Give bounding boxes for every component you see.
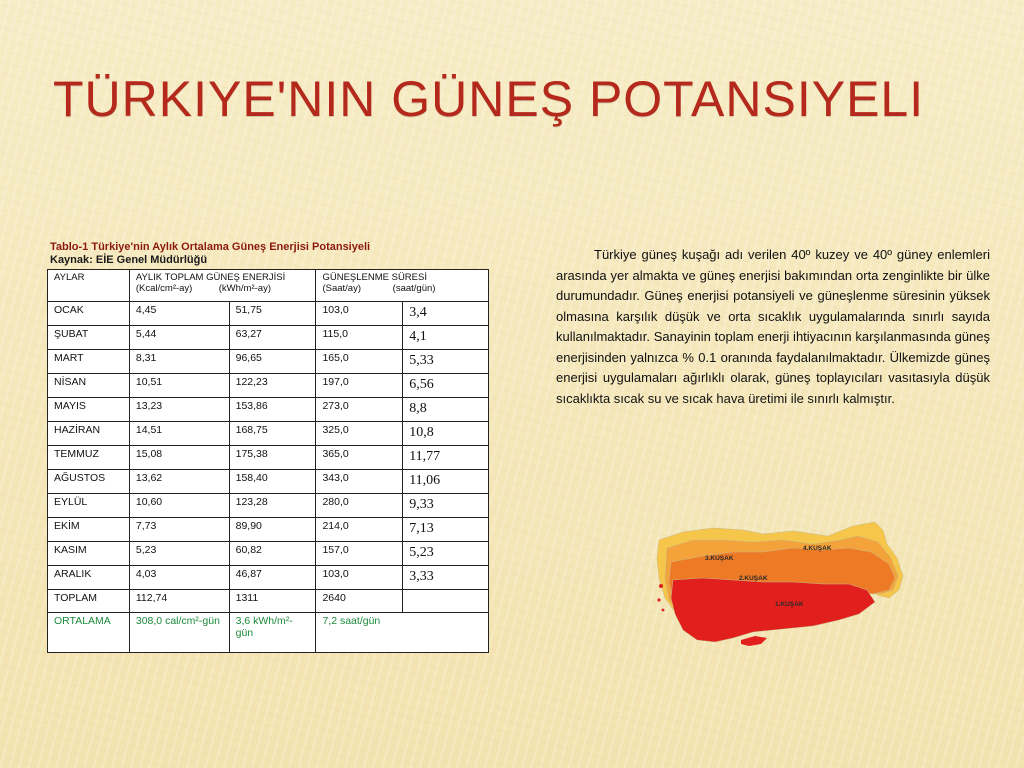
map-cyprus (741, 636, 767, 646)
cell-total-kcal: 112,74 (129, 590, 229, 613)
cell-average-label: ORTALAMA (48, 613, 130, 653)
cell-hours-month: 325,0 (316, 422, 403, 446)
cell-kwh: 123,28 (229, 494, 316, 518)
cell-total-hours-month: 2640 (316, 590, 403, 613)
table-row (48, 350, 489, 374)
table-average-row (48, 613, 489, 653)
cell-hours-month: 157,0 (316, 542, 403, 566)
cell-month: TEMMUZ (48, 446, 130, 470)
cell-hours-day: 5,23 (403, 542, 489, 566)
table-row (48, 422, 489, 446)
cell-kcal: 7,73 (129, 518, 229, 542)
slide-title: TÜRKIYE'NIN GÜNEŞ POTANSIYELI (53, 71, 925, 127)
cell-month: MAYIS (48, 398, 130, 422)
table-caption-source: Kaynak: EİE Genel Müdürlüğü (50, 254, 208, 266)
table-total-row (48, 590, 489, 613)
cell-kcal: 10,51 (129, 374, 229, 398)
cell-month: HAZİRAN (48, 422, 130, 446)
solar-potential-table (47, 269, 489, 653)
map-label-zone3: 3.KUŞAK (705, 555, 734, 562)
header-energy (129, 270, 316, 302)
cell-kcal: 8,31 (129, 350, 229, 374)
cell-hours-day: 8,8 (403, 398, 489, 422)
cell-kwh: 153,86 (229, 398, 316, 422)
map-island (662, 609, 665, 612)
table-row (48, 518, 489, 542)
cell-hours-day: 3,33 (403, 566, 489, 590)
cell-average-hours: 7,2 saat/gün (316, 613, 489, 653)
cell-hours-day: 11,77 (403, 446, 489, 470)
header-months: AYLAR (48, 270, 130, 302)
cell-kwh: 51,75 (229, 302, 316, 326)
table-row (48, 326, 489, 350)
cell-average-kwh: 3,6 kWh/m²-gün (229, 613, 316, 653)
cell-month: KASIM (48, 542, 130, 566)
map-island (659, 584, 663, 588)
cell-hours-month: 343,0 (316, 470, 403, 494)
cell-kcal: 14,51 (129, 422, 229, 446)
table-caption (50, 241, 370, 267)
cell-kcal: 4,03 (129, 566, 229, 590)
description-paragraph: Türkiye güneş kuşağı adı verilen 40º kuzey ve 40º güney enlemleri arasında yer almakta ve güneş enerjisi bakımından orta zenginlikte bir ülke durumundadır. Güneş enerjisi potansiyeli ve güneşlenme süresinin yüksek olmasına karşılık düşük ve orta sıcaklık uygulamalarında sınırlı sayıda kullanılmaktadır. Sanayinin toplam enerji ihtiyacının karşılanmasında güneş enerjisinden yalnızca % 0.1 oranında faydalanılmaktadır. Ülkemizde güneş enerjisi uygulamaları ağırlıklı olarak, güneş toplayıcıları vasıtasıyla düşük sıcaklıkta sıcak su ve sıcak hava üretimi ile sınırlı kalmıştır. (556, 247, 990, 406)
cell-total-hours-day (403, 590, 489, 613)
cell-hours-month: 165,0 (316, 350, 403, 374)
table-row (48, 374, 489, 398)
cell-kwh: 168,75 (229, 422, 316, 446)
cell-month: EYLÜL (48, 494, 130, 518)
cell-kcal: 10,60 (129, 494, 229, 518)
cell-hours-month: 273,0 (316, 398, 403, 422)
map-label-zone4: 4.KUŞAK (803, 545, 832, 552)
cell-hours-day: 7,13 (403, 518, 489, 542)
header-duration-units: (Saat/ay) (saat/gün) (322, 283, 436, 294)
cell-month: NİSAN (48, 374, 130, 398)
cell-hours-day: 6,56 (403, 374, 489, 398)
cell-kwh: 63,27 (229, 326, 316, 350)
cell-kcal: 13,62 (129, 470, 229, 494)
cell-month: MART (48, 350, 130, 374)
cell-month: ŞUBAT (48, 326, 130, 350)
cell-hours-day: 4,1 (403, 326, 489, 350)
table-row (48, 566, 489, 590)
cell-kwh: 60,82 (229, 542, 316, 566)
cell-hours-month: 115,0 (316, 326, 403, 350)
cell-hours-day: 10,8 (403, 422, 489, 446)
cell-kcal: 15,08 (129, 446, 229, 470)
table-row (48, 470, 489, 494)
cell-hours-month: 197,0 (316, 374, 403, 398)
cell-hours-month: 103,0 (316, 302, 403, 326)
cell-kcal: 5,44 (129, 326, 229, 350)
table-header-row (48, 270, 489, 302)
table-caption-title: Tablo-1 Türkiye'nin Aylık Ortalama Güneş Enerjisi Potansiyeli (50, 241, 371, 253)
cell-kwh: 122,23 (229, 374, 316, 398)
map-label-zone2: 2.KUŞAK (739, 575, 768, 582)
cell-kwh: 89,90 (229, 518, 316, 542)
cell-hours-day: 9,33 (403, 494, 489, 518)
header-duration (316, 270, 489, 302)
cell-month: OCAK (48, 302, 130, 326)
map-zone-1 (671, 578, 875, 642)
map-island (657, 598, 660, 601)
table-row (48, 302, 489, 326)
cell-hours-day: 11,06 (403, 470, 489, 494)
cell-hours-day: 3,4 (403, 302, 489, 326)
header-duration-title: GÜNEŞLENME SÜRESİ (322, 272, 427, 283)
header-energy-title: AYLIK TOPLAM GÜNEŞ ENERJİSİ (135, 272, 286, 283)
cell-total-kwh: 1311 (229, 590, 316, 613)
turkey-solar-zone-map (653, 518, 908, 658)
cell-kwh: 96,65 (229, 350, 316, 374)
cell-kcal: 13,23 (129, 398, 229, 422)
cell-kwh: 158,40 (229, 470, 316, 494)
cell-kwh: 46,87 (229, 566, 316, 590)
cell-kcal: 5,23 (129, 542, 229, 566)
cell-month: EKİM (48, 518, 130, 542)
table-row (48, 542, 489, 566)
cell-total-label: TOPLAM (48, 590, 130, 613)
table-row (48, 398, 489, 422)
description-text (556, 245, 990, 409)
cell-hours-month: 103,0 (316, 566, 403, 590)
cell-kcal: 4,45 (129, 302, 229, 326)
cell-kwh: 175,38 (229, 446, 316, 470)
cell-month: AĞUSTOS (48, 470, 130, 494)
cell-hours-month: 280,0 (316, 494, 403, 518)
table-row (48, 494, 489, 518)
map-label-zone1: 1.KUŞAK (775, 601, 804, 608)
cell-hours-day: 5,33 (403, 350, 489, 374)
table-row (48, 446, 489, 470)
cell-average-kcal: 308,0 cal/cm²-gün (129, 613, 229, 653)
header-energy-units: (Kcal/cm²-ay) (kWh/m²-ay) (135, 283, 271, 294)
cell-hours-month: 214,0 (316, 518, 403, 542)
cell-hours-month: 365,0 (316, 446, 403, 470)
cell-month: ARALIK (48, 566, 130, 590)
